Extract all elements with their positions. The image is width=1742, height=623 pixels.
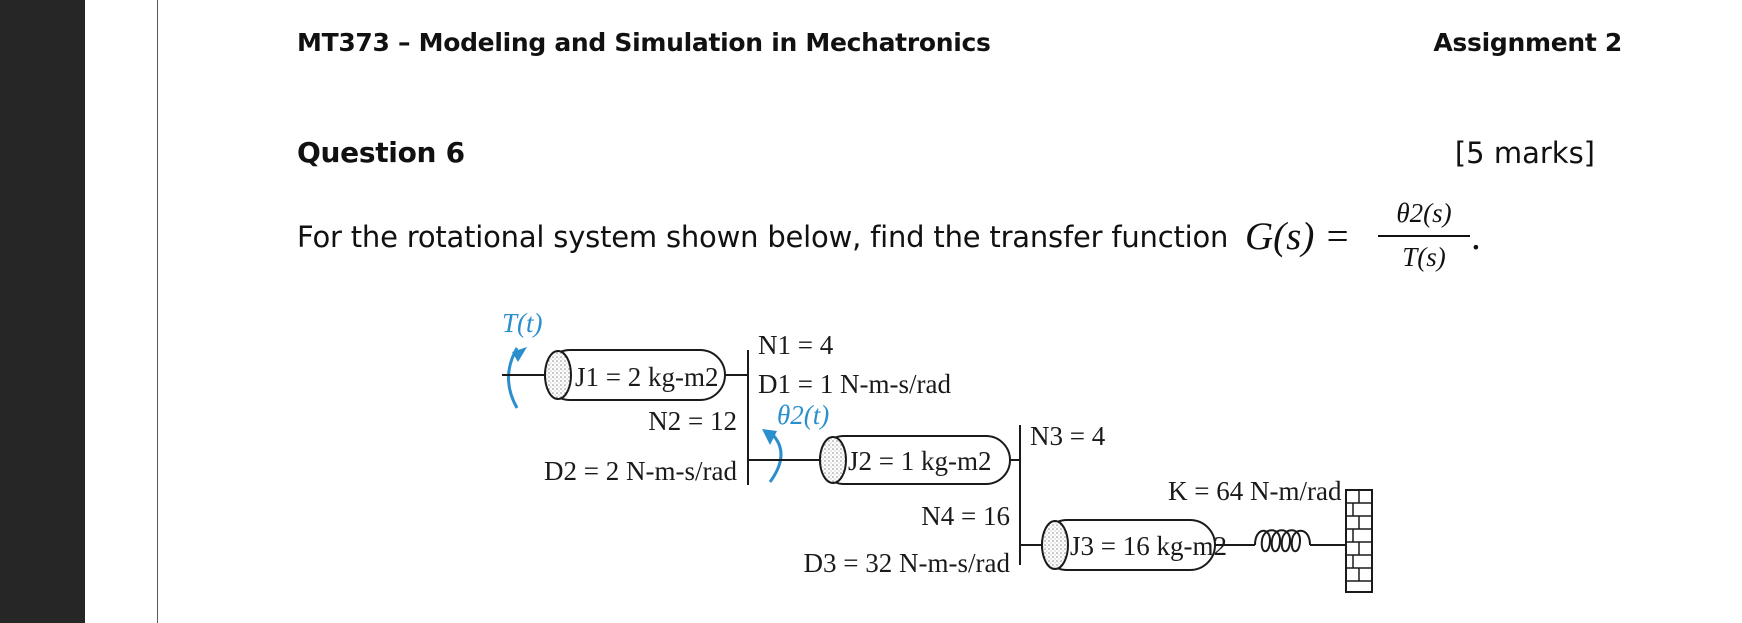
- question-marks: [5 marks]: [1454, 136, 1595, 170]
- left-sidebar: [0, 0, 85, 623]
- n2-label: N2 = 12: [648, 406, 737, 436]
- theta2-label: θ2(t): [777, 400, 830, 430]
- n1-label: N1 = 4: [758, 330, 834, 360]
- n4-label: N4 = 16: [921, 501, 1010, 531]
- d2-label: D2 = 2 N-m-s/rad: [544, 456, 737, 486]
- k-label: K = 64 N-m/rad: [1168, 476, 1342, 506]
- formula-denominator: T(s): [1402, 242, 1446, 272]
- j2-label: J2 = 1 kg-m2: [848, 446, 992, 476]
- d3-label: D3 = 32 N-m-s/rad: [803, 548, 1010, 578]
- course-title: MT373 – Modeling and Simulation in Mechatronics: [297, 28, 991, 57]
- inertia-j3: [1042, 520, 1227, 570]
- question-title: Question 6: [297, 136, 465, 169]
- formula-fraction-bar: [1378, 235, 1470, 237]
- inertia-j1: [545, 350, 725, 400]
- j3-label: J3 = 16 kg-m2: [1070, 531, 1227, 561]
- inertia-j2: [820, 436, 1010, 484]
- n3-label: N3 = 4: [1030, 421, 1106, 451]
- formula-period: .: [1471, 215, 1481, 258]
- ground-wall-icon: [1346, 490, 1372, 592]
- question-prompt: For the rotational system shown below, find the transfer function: [297, 220, 1229, 254]
- d1-label: D1 = 1 N-m-s/rad: [758, 369, 951, 399]
- formula-numerator: θ2(s): [1396, 198, 1452, 228]
- assignment-label: Assignment 2: [1433, 28, 1622, 57]
- spring-k-icon: [1215, 530, 1346, 551]
- torque-label: T(t): [502, 308, 543, 338]
- rotational-system-diagram: [480, 300, 1440, 600]
- formula-lhs: G(s) =: [1245, 215, 1351, 258]
- torque-arrowhead-icon: [512, 347, 527, 362]
- j1-label: J1 = 2 kg-m2: [575, 362, 719, 392]
- page-border: [157, 0, 158, 623]
